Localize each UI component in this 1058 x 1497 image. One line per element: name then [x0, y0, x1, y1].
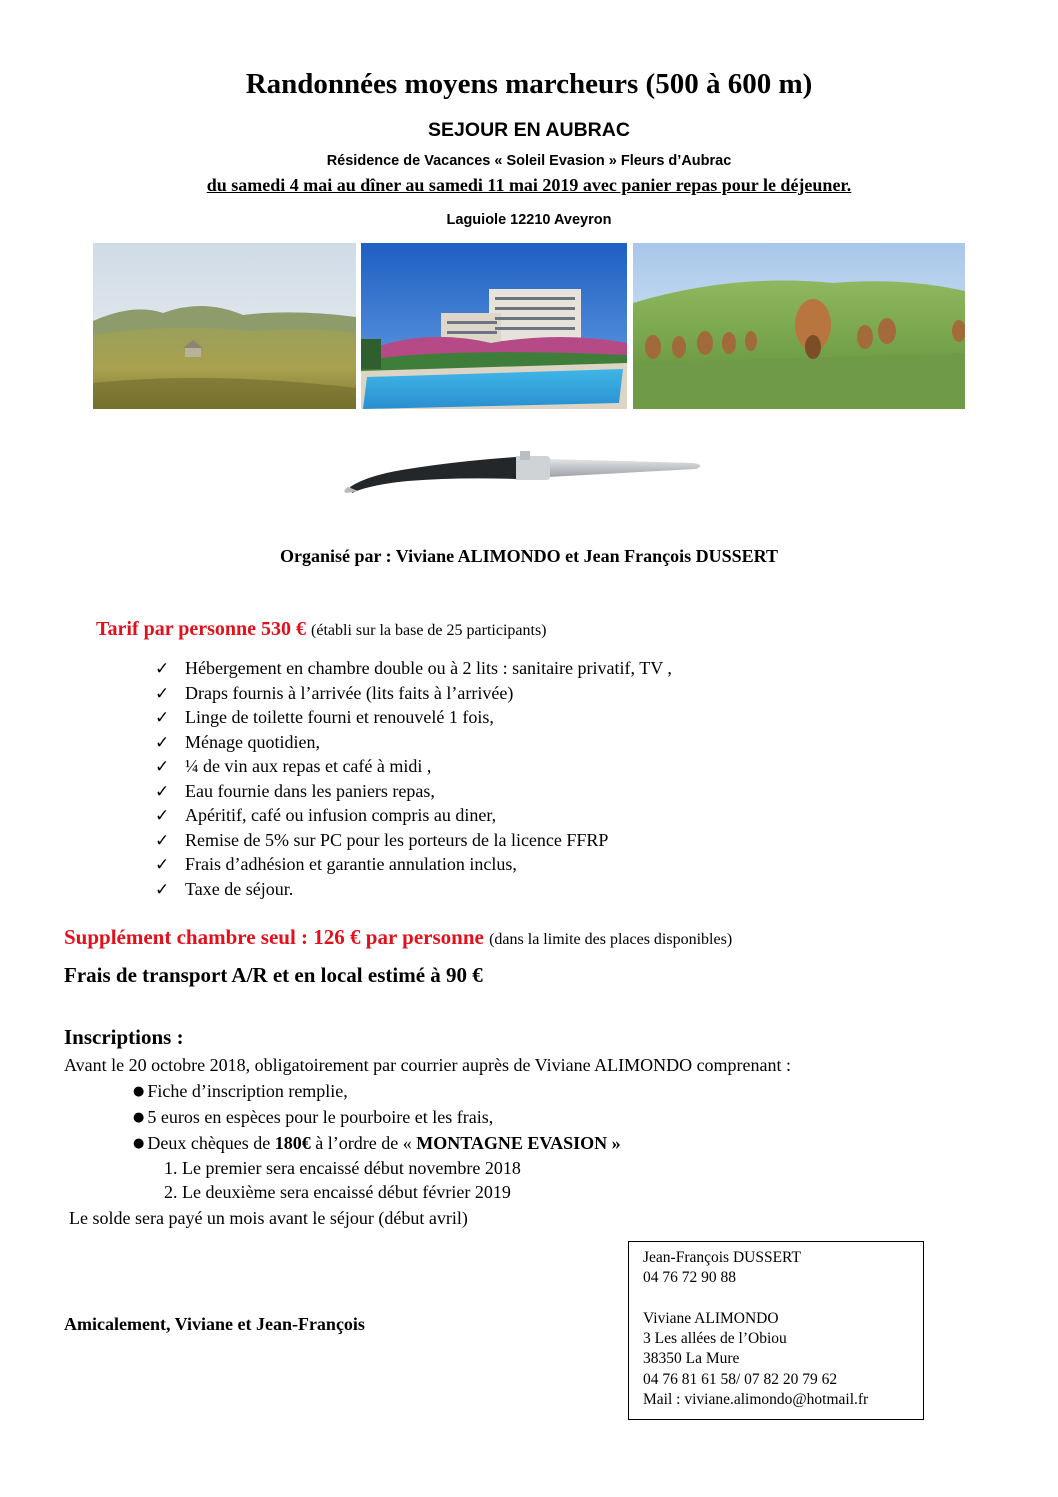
- list-item: ✓ Taxe de séjour.: [155, 878, 294, 900]
- list-item: ✓ Hébergement en chambre double ou à 2 lits : sanitaire privatif, TV ,: [155, 658, 672, 679]
- included-list: [155, 657, 672, 902]
- bullet-icon: ●: [133, 1110, 145, 1125]
- contact-email: Mail : viviane.alimondo@hotmail.fr: [643, 1391, 869, 1409]
- page-subtitle: SEJOUR EN AUBRAC: [428, 119, 630, 141]
- list-item: ✓ Eau fournie dans les paniers repas,: [155, 780, 435, 802]
- supplement-note: (dans la limite des places disponibles): [489, 931, 733, 948]
- bullet-icon: ●: [133, 1136, 145, 1151]
- contact-line: Jean-François DUSSERT: [643, 1249, 801, 1266]
- check-icon: ✓: [155, 830, 170, 851]
- list-item: ● Deux chèques de 180€ à l’ordre de « MONTAGNE EVASION »: [133, 1133, 621, 1153]
- tarif-note: (établi sur la base de 25 participants): [311, 622, 547, 639]
- check-icon: ✓: [155, 659, 170, 679]
- list-item: ● Fiche d’inscription remplie,: [133, 1081, 348, 1101]
- check-icon: ✓: [155, 806, 170, 826]
- list-item: ✓ Linge de toilette fourni et renouvelé 1 fois,: [155, 707, 494, 728]
- contact-line: Viviane ALIMONDO: [643, 1309, 779, 1327]
- laguiole-knife-image: [338, 447, 710, 497]
- check-icon: ✓: [155, 708, 170, 728]
- contact-line: 3 Les allées de l’Obiou: [643, 1330, 787, 1348]
- list-item: ✓ Draps fournis à l’arrivée (lits faits à l’arrivée): [155, 682, 514, 704]
- list-item: ✓ Remise de 5% sur PC pour les porteurs de la licence FFRP: [155, 829, 609, 851]
- location-line: Laguiole 12210 Aveyron: [446, 212, 612, 228]
- aubrac-landscape-photo: [93, 243, 356, 409]
- numbered-item: 1. Le premier sera encaissé début novembre 2018: [164, 1158, 521, 1178]
- check-icon: ✓: [155, 732, 170, 753]
- contact-line: 04 76 81 61 58/ 07 82 20 79 62: [643, 1370, 838, 1388]
- supplement-line: [64, 925, 732, 950]
- check-icon: ✓: [155, 757, 170, 777]
- dates-line: du samedi 4 mai au dîner au samedi 11 mai 2019 avec panier repas pour le déjeuner.: [206, 175, 852, 195]
- residence-line: Résidence de Vacances « Soleil Evasion » Fleurs d’Aubrac: [326, 153, 732, 169]
- bullet-icon: ●: [133, 1084, 145, 1099]
- check-icon: ✓: [155, 781, 170, 802]
- list-item: ✓ Ménage quotidien,: [155, 731, 320, 753]
- tarif-label: Tarif par personne 530 €: [96, 618, 307, 640]
- contact-line: 38350 La Mure: [643, 1350, 740, 1368]
- contact-box: [628, 1241, 924, 1420]
- contact-spacer: [629, 1289, 923, 1309]
- contact-line: 04 76 72 90 88: [643, 1269, 736, 1287]
- list-item: ✓ Frais d’adhésion et garantie annulation inclus,: [155, 854, 517, 875]
- list-item: ● 5 euros en espèces pour le pourboire et les frais,: [133, 1107, 494, 1127]
- solde-line: Le solde sera payé un mois avant le séjour (début avril): [69, 1208, 468, 1228]
- numbered-item: 2. Le deuxième sera encaissé début février 2019: [164, 1182, 511, 1202]
- check-icon: ✓: [155, 683, 170, 704]
- check-icon: ✓: [155, 855, 170, 875]
- organizers-line: Organisé par : Viviane ALIMONDO et Jean François DUSSERT: [279, 546, 779, 566]
- signoff: Amicalement, Viviane et Jean-François: [64, 1314, 365, 1334]
- page-title: Randonnées moyens marcheurs (500 à 600 m): [245, 68, 813, 100]
- residence-pool-photo: [361, 243, 627, 409]
- supplement-label: Supplément chambre seul : 126 € par personne: [64, 925, 484, 949]
- aubrac-cows-photo: [633, 243, 965, 409]
- list-item: ✓ Apéritif, café ou infusion compris au diner,: [155, 805, 497, 826]
- list-item: ✓ ¼ de vin aux repas et café à midi ,: [155, 756, 432, 777]
- inscriptions-intro: Avant le 20 octobre 2018, obligatoirement par courrier auprès de Viviane ALIMONDO comprenant :: [64, 1055, 792, 1075]
- tarif-line: [96, 618, 547, 641]
- inscriptions-heading: Inscriptions :: [64, 1025, 184, 1049]
- check-icon: ✓: [155, 879, 170, 900]
- transport-line: Frais de transport A/R et en local estimé à 90 €: [64, 963, 483, 987]
